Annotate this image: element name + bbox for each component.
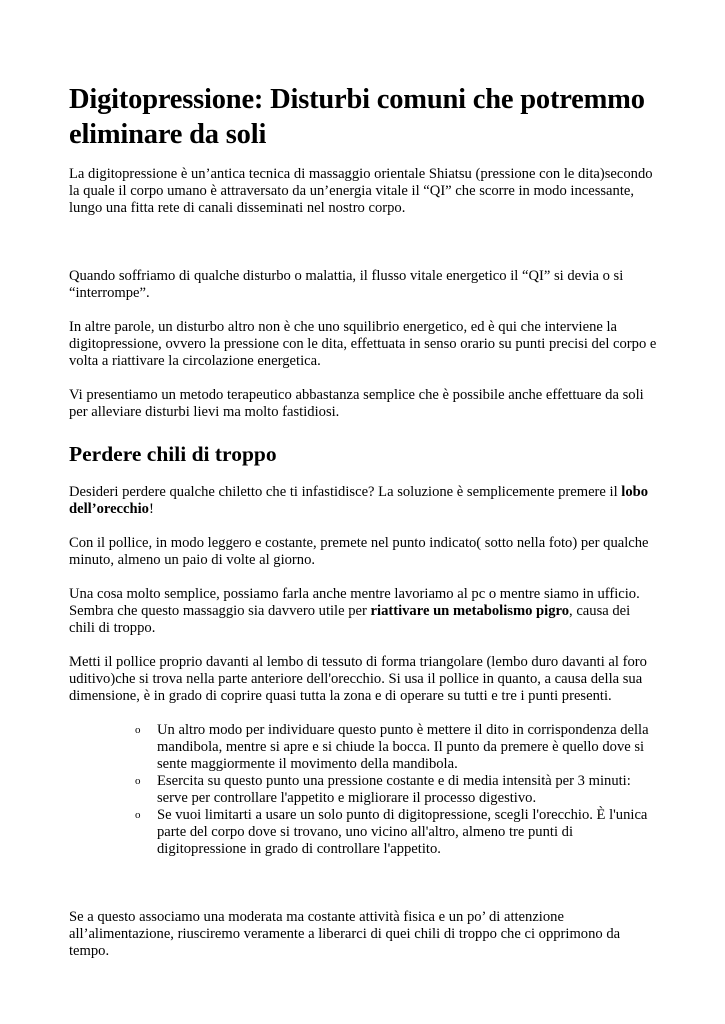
intro-paragraph-3: In altre parole, un disturbo altro non è che uno squilibrio energetico, ed è qui che interviene la digitopressione, ovvero la pressione con le dita, effettuata in senso orario su punti precisi del corpo e volta a riattivare la circolazione energetica. [69,319,657,369]
highlight-lobo: lobo dell’orecchio [69,484,649,517]
bullet-marker-icon: o [135,775,141,787]
intro-paragraph-1: La digitopressione è un’antica tecnica di massaggio orientale Shiatsu (pressione con le dita)secondo la quale il corpo umano è attraversato da un’energia vitale il “QI” che scorre in modo incessante, lungo una fitta rete di canali disseminati nel nostro corpo. [69,166,653,216]
section-paragraph-3 [69,586,659,637]
section-paragraph-1-end: ! [148,501,154,517]
intro-paragraph-2: Quando soffriamo di qualche disturbo o malattia, il flusso vitale energetico il “QI” si devia o si “interrompe”. [69,268,624,301]
closing-paragraph: Se a questo associamo una moderata ma costante attività fisica e un po’ di attenzione all’alimentazione, riusciremo veramente a liberarci di quei chili di troppo che ci opprimono da tempo. [69,909,621,959]
list-item [135,773,659,807]
page-title: Digitopressione: Disturbi comuni che potremmo eliminare da soli [69,84,645,150]
document-page [69,82,659,960]
list-item-text: Un altro modo per individuare questo punto è mettere il dito in corrispondenza della mandibola, mentre si apre e si chiude la bocca. Il punto da premere è quello dove si sente maggiormente il movimento della mandibola. [157,722,649,772]
bullet-marker-icon: o [135,724,141,736]
highlight-metabolismo: riattivare un metabolismo pigro [370,603,570,619]
bullet-marker-icon: o [135,809,141,821]
bullet-list [69,722,659,858]
section-paragraph-3-end: , causa dei chili di troppo. [69,603,631,636]
section-paragraph-1-text: Desideri perdere qualche chiletto che ti infastidisce? La soluzione è semplicemente premere il [69,484,622,500]
list-item-text: Se vuoi limitarti a usare un solo punto di digitopressione, scegli l'orecchio. È l'unica parte del corpo dove si trovano, uno vicino all'altro, almeno tre punti di digitopressione in grado di controllare l'appetito. [157,807,648,857]
list-item-text: Esercita su questo punto una pressione costante e di media intensità per 3 minuti: serve per controllare l'appetito e migliorare il processo digestivo. [157,773,631,806]
section-paragraph-1 [69,484,659,518]
list-item [135,807,659,858]
list-item [135,722,659,773]
intro-paragraph-4: Vi presentiamo un metodo terapeutico abbastanza semplice che è possibile anche effettuare da soli per alleviare disturbi lievi ma molto fastidiosi. [69,387,644,420]
section-heading: Perdere chili di troppo [69,442,277,466]
section-paragraph-4: Metti il pollice proprio davanti al lembo di tessuto di forma triangolare (lembo duro davanti al foro uditivo)che si trova nella parte anteriore dell'orecchio. Si usa il pollice in quanto, a causa della sua dimensione, è in grado di coprire quasi tutta la zona e di operare su tutti e tre i punti presenti. [69,654,647,704]
section-paragraph-2: Con il pollice, in modo leggero e costante, premete nel punto indicato( sotto nella foto) per qualche minuto, almeno un paio di volte al giorno. [69,535,649,568]
section-paragraph-3-text: Una cosa molto semplice, possiamo farla anche mentre lavoriamo al pc o mentre siamo in ufficio. Sembra che questo massaggio sia davvero utile per [69,586,640,619]
